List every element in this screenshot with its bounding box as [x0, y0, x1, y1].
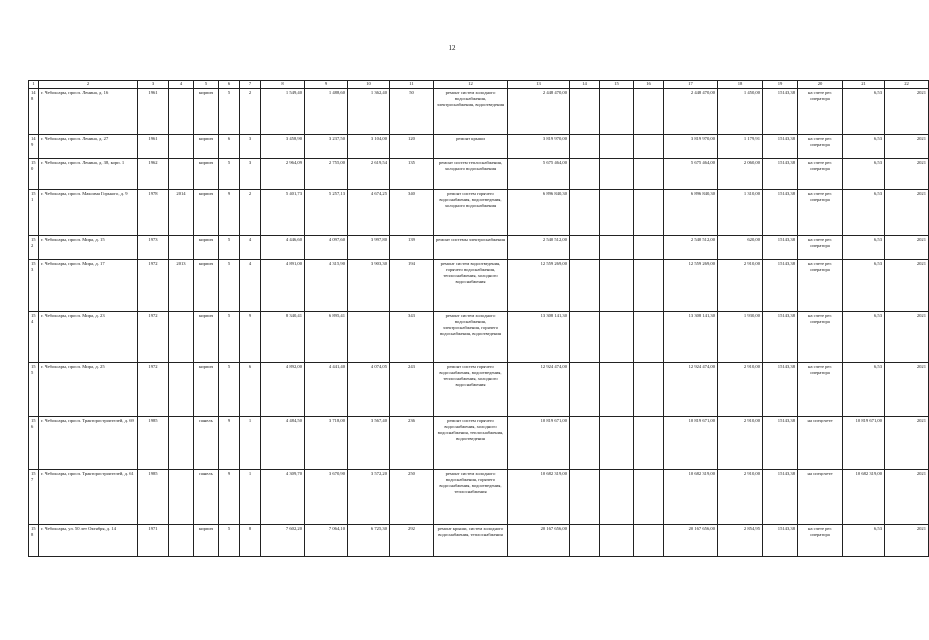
cell-funding-value: 6,53	[843, 236, 885, 260]
cell-owner-funds: 5 675 464,00	[664, 159, 718, 190]
cell-regional-funds	[600, 159, 634, 190]
cell-total-cost: 12 559 269,00	[508, 260, 570, 312]
cell-local-funds	[634, 159, 664, 190]
cell-local-funds	[634, 260, 664, 312]
cell-unit-cost: 2 910,00	[718, 417, 763, 470]
cell-wall-material: кирпич	[194, 363, 219, 417]
cell-residents: 236	[390, 417, 434, 470]
cell-address: г. Чебоксары, просп. Тракторостроителей, д. 69	[39, 417, 138, 470]
cell-funding-value: 6,53	[843, 312, 885, 363]
cell-work-type: ремонт систем горячего водоснабжения, водоотведения, холодного водоснабжения	[434, 190, 508, 236]
cell-premises-area: 7 064,10	[305, 525, 348, 557]
cell-funding-value: 10 682 319,00	[843, 470, 885, 525]
cell-completion-year: 2021	[885, 417, 929, 470]
cell-floors: 5	[219, 525, 240, 557]
column-number: 9	[305, 81, 348, 89]
cell-row-number: 149	[29, 135, 39, 159]
cell-work-type: ремонт систем водоотведения, горячего водоснабжения, теплоснабжения, холодного водоснабжения	[434, 260, 508, 312]
cell-residential-area: 4 674,25	[348, 190, 390, 236]
table-row	[29, 89, 929, 135]
cell-local-funds	[634, 190, 664, 236]
cell-year-renovated	[169, 312, 194, 363]
cell-work-type: ремонт систем горячего водоснабжения, водоотведения, теплоснабжения, холодного водоснабжения	[434, 363, 508, 417]
cell-entrances: 8	[240, 525, 261, 557]
column-number: 10	[348, 81, 390, 89]
cell-year-built: 1961	[138, 89, 169, 135]
cell-year-renovated	[169, 89, 194, 135]
cell-completion-year: 2021	[885, 260, 929, 312]
cell-max-unit-cost: 15143,38	[763, 135, 798, 159]
cell-completion-year: 2021	[885, 159, 929, 190]
cell-owner-funds: 2 540 512,00	[664, 236, 718, 260]
cell-wall-material: кирпич	[194, 89, 219, 135]
column-number: 1	[29, 81, 39, 89]
cell-funding-value: 6,53	[843, 89, 885, 135]
cell-wall-material: кирпич	[194, 135, 219, 159]
cell-federal-funds	[570, 236, 600, 260]
cell-entrances: 9	[240, 312, 261, 363]
cell-funding-method: на счете рег. оператора	[798, 190, 843, 236]
cell-total-cost: 2 448 470,00	[508, 89, 570, 135]
cell-premises-area: 3 718,00	[305, 417, 348, 470]
cell-address: г. Чебоксары, просп. Максима Горького, д. 9	[39, 190, 138, 236]
cell-max-unit-cost: 15143,38	[763, 470, 798, 525]
cell-total-area: 4 484,50	[261, 417, 305, 470]
cell-year-built: 1972	[138, 260, 169, 312]
table-row	[29, 159, 929, 190]
cell-wall-material: кирпич	[194, 312, 219, 363]
cell-local-funds	[634, 525, 664, 557]
column-number: 13	[508, 81, 570, 89]
cell-completion-year: 2021	[885, 312, 929, 363]
cell-regional-funds	[600, 236, 634, 260]
cell-floors: 5	[219, 260, 240, 312]
column-number: 18	[718, 81, 763, 89]
cell-year-built: 1972	[138, 312, 169, 363]
cell-completion-year: 2021	[885, 236, 929, 260]
cell-year-built: 1971	[138, 525, 169, 557]
cell-funding-method: на счете рег. оператора	[798, 525, 843, 557]
cell-max-unit-cost: 15143,38	[763, 236, 798, 260]
column-number: 22	[885, 81, 929, 89]
cell-federal-funds	[570, 190, 600, 236]
cell-residents: 135	[390, 159, 434, 190]
cell-premises-area: 4 315,90	[305, 260, 348, 312]
cell-total-cost: 10 819 671,00	[508, 417, 570, 470]
cell-total-area: 4 891,00	[261, 260, 305, 312]
cell-owner-funds: 3 819 970,00	[664, 135, 718, 159]
cell-unit-cost: 1 310,00	[718, 190, 763, 236]
cell-total-cost: 3 819 970,00	[508, 135, 570, 159]
cell-wall-material: панель	[194, 470, 219, 525]
cell-premises-area: 2 755,00	[305, 159, 348, 190]
column-number: 6	[219, 81, 240, 89]
cell-completion-year: 2021	[885, 363, 929, 417]
table-row	[29, 260, 929, 312]
cell-total-cost: 12 924 474,00	[508, 363, 570, 417]
cell-year-renovated	[169, 525, 194, 557]
cell-funding-method: на счете рег. оператора	[798, 363, 843, 417]
cell-funding-method: на счете рег. оператора	[798, 312, 843, 363]
repair-program-table	[28, 80, 929, 557]
cell-funding-value: 10 819 671,00	[843, 417, 885, 470]
cell-residents: 243	[390, 363, 434, 417]
cell-entrances: 6	[240, 363, 261, 417]
cell-regional-funds	[600, 89, 634, 135]
cell-year-built: 1978	[138, 190, 169, 236]
cell-funding-method: на счете рег. оператора	[798, 89, 843, 135]
cell-premises-area: 4 097,60	[305, 236, 348, 260]
cell-local-funds	[634, 135, 664, 159]
cell-floors: 9	[219, 190, 240, 236]
cell-year-renovated: 2014	[169, 190, 194, 236]
cell-federal-funds	[570, 89, 600, 135]
column-number: 2	[39, 81, 138, 89]
cell-total-area: 7 602,20	[261, 525, 305, 557]
cell-max-unit-cost: 15143,38	[763, 89, 798, 135]
cell-funding-method: на счете рег. оператора	[798, 236, 843, 260]
cell-wall-material: кирпич	[194, 260, 219, 312]
cell-entrances: 2	[240, 190, 261, 236]
cell-total-area: 1 549,40	[261, 89, 305, 135]
cell-address: г. Чебоксары, просп. Ленина, д. 16	[39, 89, 138, 135]
cell-premises-area: 6 895,41	[305, 312, 348, 363]
cell-local-funds	[634, 89, 664, 135]
cell-work-type: ремонт крыши, систем холодного водоснабжения, теплоснабжения	[434, 525, 508, 557]
table-row	[29, 236, 929, 260]
cell-year-renovated	[169, 236, 194, 260]
cell-funding-method: на спецсчете	[798, 470, 843, 525]
table-row	[29, 417, 929, 470]
cell-federal-funds	[570, 260, 600, 312]
cell-federal-funds	[570, 363, 600, 417]
cell-premises-area: 4 441,40	[305, 363, 348, 417]
cell-total-area: 4 892,00	[261, 363, 305, 417]
cell-funding-value: 6,53	[843, 260, 885, 312]
cell-federal-funds	[570, 312, 600, 363]
cell-premises-area: 3 237,50	[305, 135, 348, 159]
cell-max-unit-cost: 15143,38	[763, 260, 798, 312]
cell-year-built: 1985	[138, 470, 169, 525]
cell-funding-value: 6,53	[843, 190, 885, 236]
cell-row-number: 156	[29, 417, 39, 470]
cell-federal-funds	[570, 470, 600, 525]
cell-premises-area: 1 488,60	[305, 89, 348, 135]
cell-total-area: 2 964,09	[261, 159, 305, 190]
column-number: 8	[261, 81, 305, 89]
cell-owner-funds: 12 559 269,00	[664, 260, 718, 312]
cell-work-type: ремонт системы электроснабжения	[434, 236, 508, 260]
cell-row-number: 158	[29, 525, 39, 557]
column-number: 20	[798, 81, 843, 89]
cell-entrances: 4	[240, 236, 261, 260]
cell-entrances: 3	[240, 159, 261, 190]
cell-floors: 5	[219, 89, 240, 135]
cell-residents: 292	[390, 525, 434, 557]
cell-max-unit-cost: 15143,38	[763, 190, 798, 236]
cell-completion-year: 2021	[885, 135, 929, 159]
column-number: 7	[240, 81, 261, 89]
cell-max-unit-cost: 15143,38	[763, 525, 798, 557]
column-number: 16	[634, 81, 664, 89]
column-number: 15	[600, 81, 634, 89]
cell-address: г. Чебоксары, просп. Мира, д. 25	[39, 363, 138, 417]
cell-total-area: 4 446,60	[261, 236, 305, 260]
cell-address: г. Чебоксары, просп. Ленина, д. 38, корп. 1	[39, 159, 138, 190]
cell-address: г. Чебоксары, ул. 50 лет Октября, д. 14	[39, 525, 138, 557]
cell-residential-area: 3 104,00	[348, 135, 390, 159]
page-number: 12	[448, 44, 456, 52]
cell-floors: 6	[219, 135, 240, 159]
cell-funding-method: на счете рег. оператора	[798, 135, 843, 159]
cell-row-number: 150	[29, 159, 39, 190]
cell-wall-material: кирпич	[194, 525, 219, 557]
cell-address: г. Чебоксары, просп. Мира, д. 23	[39, 312, 138, 363]
cell-floors: 5	[219, 236, 240, 260]
cell-work-type: ремонт крыши	[434, 135, 508, 159]
cell-local-funds	[634, 470, 664, 525]
cell-unit-cost: 620,00	[718, 236, 763, 260]
cell-local-funds	[634, 363, 664, 417]
cell-regional-funds	[600, 135, 634, 159]
column-number: 5	[194, 81, 219, 89]
cell-funding-value: 6,53	[843, 363, 885, 417]
cell-year-renovated: 2013	[169, 260, 194, 312]
cell-entrances: 1	[240, 417, 261, 470]
cell-residential-area: 3 572,20	[348, 470, 390, 525]
cell-work-type: ремонт систем холодного водоснабжения, электроснабжения, водоотведения	[434, 89, 508, 135]
table-row	[29, 135, 929, 159]
cell-regional-funds	[600, 260, 634, 312]
cell-unit-cost: 1 450,00	[718, 89, 763, 135]
cell-funding-method: на спецсчете	[798, 417, 843, 470]
cell-total-cost: 5 675 464,00	[508, 159, 570, 190]
cell-total-area: 8 340,41	[261, 312, 305, 363]
cell-residential-area: 3 997,80	[348, 236, 390, 260]
cell-floors: 9	[219, 417, 240, 470]
cell-year-built: 1973	[138, 236, 169, 260]
cell-work-type: ремонт систем холодного водоснабжения, горячего водоснабжения, водоотведения, теплоснабжения	[434, 470, 508, 525]
cell-total-cost: 2 540 512,00	[508, 236, 570, 260]
cell-total-cost: 10 682 319,00	[508, 470, 570, 525]
cell-unit-cost: 1 930,00	[718, 312, 763, 363]
cell-year-renovated	[169, 470, 194, 525]
table-row	[29, 363, 929, 417]
cell-owner-funds: 6 896 840,30	[664, 190, 718, 236]
cell-address: г. Чебоксары, просп. Мира, д. 15	[39, 236, 138, 260]
cell-total-cost: 13 308 141,30	[508, 312, 570, 363]
cell-completion-year: 2021	[885, 190, 929, 236]
cell-federal-funds	[570, 159, 600, 190]
cell-year-renovated	[169, 363, 194, 417]
cell-year-built: 1961	[138, 135, 169, 159]
cell-max-unit-cost: 15143,38	[763, 363, 798, 417]
cell-funding-value: 6,53	[843, 525, 885, 557]
cell-regional-funds	[600, 525, 634, 557]
cell-year-built: 1962	[138, 159, 169, 190]
cell-federal-funds	[570, 525, 600, 557]
cell-residents: 194	[390, 260, 434, 312]
table-row	[29, 525, 929, 557]
cell-unit-cost: 2 910,00	[718, 470, 763, 525]
cell-row-number: 148	[29, 89, 39, 135]
cell-premises-area: 3 670,90	[305, 470, 348, 525]
cell-residents: 343	[390, 312, 434, 363]
cell-completion-year: 2021	[885, 89, 929, 135]
cell-unit-cost: 2 854,95	[718, 525, 763, 557]
cell-residents: 120	[390, 135, 434, 159]
cell-residential-area: 6 725,30	[348, 525, 390, 557]
cell-floors: 5	[219, 363, 240, 417]
cell-wall-material: кирпич	[194, 236, 219, 260]
cell-entrances: 2	[240, 89, 261, 135]
cell-row-number: 157	[29, 470, 39, 525]
cell-residential-area	[348, 312, 390, 363]
cell-residents: 250	[390, 470, 434, 525]
cell-regional-funds	[600, 470, 634, 525]
cell-total-area: 3 458,90	[261, 135, 305, 159]
column-number: 3	[138, 81, 169, 89]
cell-residential-area: 4 074,05	[348, 363, 390, 417]
cell-residents: 50	[390, 89, 434, 135]
cell-owner-funds: 12 924 474,00	[664, 363, 718, 417]
cell-funding-method: на счете рег. оператора	[798, 260, 843, 312]
cell-wall-material: кирпич	[194, 159, 219, 190]
column-number: 19	[763, 81, 798, 89]
table-row	[29, 190, 929, 236]
cell-regional-funds	[600, 312, 634, 363]
cell-unit-cost: 2 060,00	[718, 159, 763, 190]
cell-floors: 5	[219, 159, 240, 190]
column-number-row	[29, 81, 929, 89]
cell-residential-area: 3 903,30	[348, 260, 390, 312]
cell-row-number: 151	[29, 190, 39, 236]
cell-row-number: 155	[29, 363, 39, 417]
cell-unit-cost: 1 179,91	[718, 135, 763, 159]
cell-unit-cost: 2 910,00	[718, 363, 763, 417]
cell-unit-cost: 2 910,00	[718, 260, 763, 312]
cell-wall-material: кирпич	[194, 190, 219, 236]
cell-year-built: 1985	[138, 417, 169, 470]
cell-entrances: 1	[240, 470, 261, 525]
cell-funding-value: 6,53	[843, 159, 885, 190]
cell-completion-year: 2021	[885, 470, 929, 525]
cell-residents: 139	[390, 236, 434, 260]
cell-work-type: ремонт систем теплоснабжения, холодного водоснабжения	[434, 159, 508, 190]
cell-floors: 9	[219, 470, 240, 525]
cell-floors: 5	[219, 312, 240, 363]
cell-entrances: 3	[240, 135, 261, 159]
table-row	[29, 470, 929, 525]
cell-address: г. Чебоксары, просп. Тракторостроителей, д. 61	[39, 470, 138, 525]
column-number: 21	[843, 81, 885, 89]
cell-year-renovated	[169, 159, 194, 190]
cell-completion-year: 2021	[885, 525, 929, 557]
cell-max-unit-cost: 15143,38	[763, 159, 798, 190]
cell-federal-funds	[570, 135, 600, 159]
table-row	[29, 312, 929, 363]
cell-federal-funds	[570, 417, 600, 470]
cell-year-built: 1972	[138, 363, 169, 417]
cell-owner-funds: 10 682 319,00	[664, 470, 718, 525]
cell-entrances: 4	[240, 260, 261, 312]
cell-work-type: ремонт систем холодного водоснабжения, электроснабжения, горячего водоснабжения, водоотведения	[434, 312, 508, 363]
cell-address: г. Чебоксары, просп. Ленина, д. 27	[39, 135, 138, 159]
cell-local-funds	[634, 236, 664, 260]
column-number: 11	[390, 81, 434, 89]
cell-address: г. Чебоксары, просп. Мира, д. 17	[39, 260, 138, 312]
cell-total-cost: 20 167 656,00	[508, 525, 570, 557]
cell-wall-material: панель	[194, 417, 219, 470]
cell-total-area: 4 309,70	[261, 470, 305, 525]
cell-total-area: 5 401,73	[261, 190, 305, 236]
cell-owner-funds: 13 308 141,30	[664, 312, 718, 363]
column-number: 12	[434, 81, 508, 89]
cell-regional-funds	[600, 190, 634, 236]
cell-work-type: ремонт систем горячего водоснабжения, холодного водоснабжения, теплоснабжения, водоотведения	[434, 417, 508, 470]
cell-residential-area: 3 567,40	[348, 417, 390, 470]
cell-owner-funds: 2 448 470,00	[664, 89, 718, 135]
cell-regional-funds	[600, 417, 634, 470]
cell-owner-funds: 10 819 671,00	[664, 417, 718, 470]
cell-residential-area: 2 619,54	[348, 159, 390, 190]
column-number: 14	[570, 81, 600, 89]
cell-max-unit-cost: 15143,38	[763, 417, 798, 470]
cell-year-renovated	[169, 135, 194, 159]
cell-row-number: 153	[29, 260, 39, 312]
cell-residents: 340	[390, 190, 434, 236]
cell-total-cost: 6 896 840,30	[508, 190, 570, 236]
cell-local-funds	[634, 417, 664, 470]
cell-year-renovated	[169, 417, 194, 470]
cell-max-unit-cost: 15143,38	[763, 312, 798, 363]
cell-premises-area: 5 257,13	[305, 190, 348, 236]
column-number: 4	[169, 81, 194, 89]
cell-regional-funds	[600, 363, 634, 417]
cell-local-funds	[634, 312, 664, 363]
cell-funding-method: на счете рег. оператора	[798, 159, 843, 190]
cell-owner-funds: 20 167 656,00	[664, 525, 718, 557]
column-number: 17	[664, 81, 718, 89]
cell-residential-area: 1 362,40	[348, 89, 390, 135]
cell-row-number: 154	[29, 312, 39, 363]
cell-funding-value: 6,53	[843, 135, 885, 159]
cell-row-number: 152	[29, 236, 39, 260]
